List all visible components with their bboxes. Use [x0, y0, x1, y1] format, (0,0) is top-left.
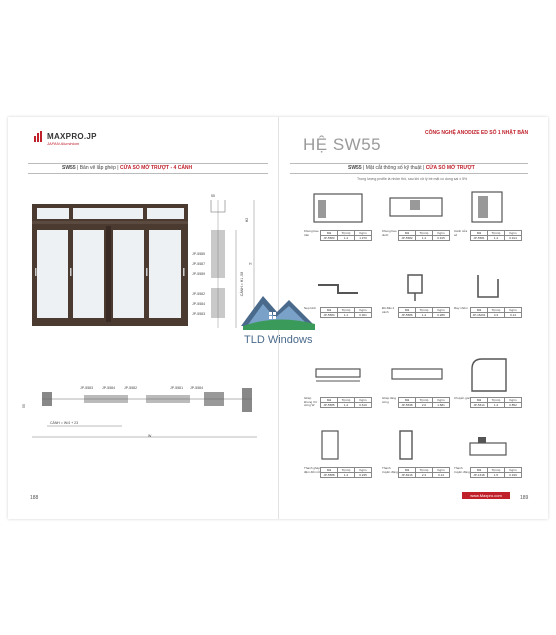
td-code: JP-1618 — [473, 473, 485, 477]
dim-sash-height: CÁNH = H1 -58 — [240, 271, 245, 297]
left-page-number: 188 — [30, 495, 39, 501]
watermark-text: TLD Windows — [244, 334, 313, 346]
th-t: T(mm) — [487, 398, 504, 402]
td-kg: 0.199 — [504, 473, 521, 477]
website-link[interactable]: www.Maxpro.com — [462, 492, 510, 499]
td-t: 2.3 — [415, 473, 432, 477]
td-kg: 0.289 — [432, 313, 449, 317]
th-t: T(mm) — [337, 398, 354, 402]
td-code: JP-5588 — [323, 473, 335, 477]
elev-code: JP-5589 — [192, 272, 206, 276]
th-code: Mã — [404, 231, 410, 235]
weight-note: Trọng lượng profile là nhôm thô, sau khi xử lý bề mặt có dung sai ± 5% — [357, 177, 468, 181]
profile-card — [304, 188, 372, 241]
brand-name: MAXPRO.JP — [47, 132, 97, 141]
th-kg: Kg/m — [504, 308, 521, 312]
dim-h2: H2 — [245, 217, 250, 223]
th-code: Mã — [404, 308, 410, 312]
profile-card — [382, 265, 450, 318]
th-kg: Kg/m — [432, 231, 449, 235]
td-t: 1.4 — [487, 236, 504, 240]
th-t: T(mm) — [415, 231, 432, 235]
profile-section-icon — [458, 425, 518, 465]
td-t: 1.4 — [337, 403, 354, 407]
th-kg: Kg/m — [504, 231, 521, 235]
td-kg: 0.301 — [354, 313, 371, 317]
profile-section-icon — [308, 188, 368, 228]
td-t: 1.4 — [415, 236, 432, 240]
th-code: Mã — [476, 468, 482, 472]
td-code: JP-5581 — [473, 236, 485, 240]
td-t: 2.0 — [415, 403, 432, 407]
profile-label: Cánh cửa sổ — [454, 229, 468, 237]
profile-label: Chuyển góc — [454, 396, 471, 400]
td-kg: 0.610 — [354, 403, 371, 407]
profile-section-icon — [386, 425, 446, 465]
th-t: T(mm) — [487, 468, 504, 472]
window-elevation-drawing — [28, 200, 268, 330]
plan-code: JP-5584 — [102, 386, 116, 390]
th-kg: Kg/m — [504, 468, 521, 472]
profile-section-icon — [386, 355, 446, 395]
right-product: CỬA SỔ MỞ TRƯỢT — [425, 165, 475, 171]
profile-section-icon — [386, 265, 446, 305]
right-section: Mặt cắt thông số kỹ thuật — [365, 165, 422, 171]
profile-label: Ray nhôm — [454, 306, 468, 310]
th-kg: Kg/m — [432, 398, 449, 402]
th-t: T(mm) — [487, 308, 504, 312]
td-kg: 0.235 — [354, 473, 371, 477]
elev-code: JP-5584 — [192, 302, 206, 306]
profile-card — [304, 355, 372, 408]
td-kg: 0.915 — [432, 236, 449, 240]
maxpro-logo-icon — [34, 131, 44, 142]
td-t: 1.4 — [415, 313, 432, 317]
th-kg: Kg/m — [354, 308, 371, 312]
td-t: 1.4 — [487, 403, 504, 407]
td-kg: 1.370 — [354, 236, 371, 240]
elev-code: JP-5585 — [192, 252, 206, 256]
profile-section-icon — [308, 355, 368, 395]
technology-label: CÔNG NGHỆ ANODIZE ED SỐ 1 NHẬT BẢN — [425, 130, 529, 136]
th-code: Mã — [476, 398, 482, 402]
profile-table — [320, 230, 372, 241]
profile-section-icon — [386, 188, 446, 228]
th-kg: Kg/m — [504, 398, 521, 402]
elev-code: JP-5587 — [192, 262, 206, 266]
td-code: JP-8216 — [401, 473, 413, 477]
profile-card — [382, 188, 450, 241]
td-code: JP-5582 — [401, 236, 413, 240]
th-code: Mã — [326, 468, 332, 472]
profile-table — [398, 397, 450, 408]
plan-code: JP-5583 — [80, 386, 94, 390]
dim-plan-55: 55 — [21, 404, 26, 408]
dim-width: W — [148, 434, 152, 438]
th-code: Mã — [326, 231, 332, 235]
td-code: JP-5585 — [323, 403, 335, 407]
dim-h: H — [249, 262, 252, 266]
th-code: Mã — [476, 231, 482, 235]
profile-section-icon — [308, 425, 368, 465]
left-model: SW55 — [62, 165, 76, 171]
profile-table — [320, 467, 372, 478]
td-code: JP-5538 — [401, 403, 413, 407]
th-t: T(mm) — [337, 468, 354, 472]
tld-windows-logo-icon — [237, 290, 319, 332]
profile-label: Thanh ghép đệm đổi mở — [304, 466, 321, 474]
td-kg: 0.852 — [504, 403, 521, 407]
td-t: 1.1 — [337, 313, 354, 317]
system-title: HỆ SW55 — [303, 135, 382, 154]
td-code: JP-5614 — [473, 403, 485, 407]
th-code: Mã — [326, 308, 332, 312]
td-code: JP-16291 — [472, 313, 486, 317]
profile-card — [454, 265, 522, 318]
profile-label: Khung bao trên — [304, 229, 319, 237]
profile-table — [470, 307, 522, 318]
th-t: T(mm) — [415, 308, 432, 312]
td-kg: 0.14 — [504, 313, 521, 317]
right-page-number: 189 — [520, 495, 529, 501]
th-kg: Kg/m — [432, 468, 449, 472]
elev-code: JP-5582 — [192, 292, 206, 296]
td-code: JP-5586 — [401, 313, 413, 317]
profile-label: Đố đấu 4 cánh — [382, 306, 395, 314]
td-code: JP-5584 — [323, 313, 335, 317]
profile-card — [304, 425, 372, 478]
th-t: T(mm) — [415, 468, 432, 472]
td-kg: 0.914 — [504, 236, 521, 240]
td-t: 1.5 — [487, 473, 504, 477]
th-code: Mã — [476, 308, 482, 312]
th-kg: Kg/m — [432, 308, 449, 312]
brand-subtitle: JAPAN Aluminium — [47, 141, 80, 146]
profile-label: Khung bao dưới — [382, 229, 397, 237]
left-section: Bản vẽ lắp ghép — [79, 165, 116, 171]
td-t: 1.4 — [337, 473, 354, 477]
left-product: CỬA SỔ MỞ TRƯỢT - 4 CÁNH — [119, 165, 193, 171]
profile-card — [382, 425, 450, 478]
th-kg: Kg/m — [354, 468, 371, 472]
th-t: T(mm) — [337, 231, 354, 235]
td-t: 4.3 — [487, 313, 504, 317]
profile-card — [382, 355, 450, 408]
plan-code: JP-5581 — [170, 386, 184, 390]
profile-card — [454, 355, 522, 408]
profile-label: Ghép khung Vít cứng W — [304, 396, 317, 407]
plan-code: JP-5584 — [190, 386, 204, 390]
profile-table — [398, 230, 450, 241]
profile-section-icon — [458, 355, 518, 395]
profile-card — [454, 188, 522, 241]
profile-table — [470, 467, 522, 478]
profile-label: Nẹp kính — [304, 306, 317, 310]
th-kg: Kg/m — [354, 398, 371, 402]
window-plan-section — [22, 382, 272, 442]
profile-table — [398, 467, 450, 478]
profile-label: Ghép tăng cứng — [382, 396, 397, 404]
profile-table — [470, 230, 522, 241]
profile-card — [454, 425, 522, 478]
right-model: SW55 — [348, 165, 362, 171]
th-t: T(mm) — [415, 398, 432, 402]
td-code: JP-5583 — [323, 236, 335, 240]
th-code: Mã — [404, 398, 410, 402]
profile-table — [320, 397, 372, 408]
dim-sash-width: CÁNH = W/4 + 23 — [50, 421, 79, 425]
th-code: Mã — [326, 398, 332, 402]
profile-table — [398, 307, 450, 318]
plan-code: JP-5582 — [124, 386, 138, 390]
profile-label: Thanh truyền động — [382, 466, 398, 474]
td-kg: 1.681 — [432, 403, 449, 407]
dim-top: 55 — [211, 194, 215, 198]
th-t: T(mm) — [487, 231, 504, 235]
right-header-bar: SW55 | Mặt cắt thông số kỹ thuật | CỬA SỔ MỞ TRƯỢT — [290, 163, 528, 174]
left-header-bar: SW55 | Bản vẽ lắp ghép | CỬA SỔ MỞ TRƯỢT - 4 CÁNH — [28, 163, 268, 174]
td-kg: 0.14 — [432, 473, 449, 477]
profile-table — [470, 397, 522, 408]
td-t: 1.4 — [337, 236, 354, 240]
elev-code: JP-5583 — [192, 312, 206, 316]
th-kg: Kg/m — [354, 231, 371, 235]
th-code: Mã — [404, 468, 410, 472]
profile-section-icon — [458, 188, 518, 228]
th-t: T(mm) — [337, 308, 354, 312]
profile-label: Thanh truyền động — [454, 466, 470, 474]
profile-table — [320, 307, 372, 318]
profile-section-icon — [458, 265, 518, 305]
